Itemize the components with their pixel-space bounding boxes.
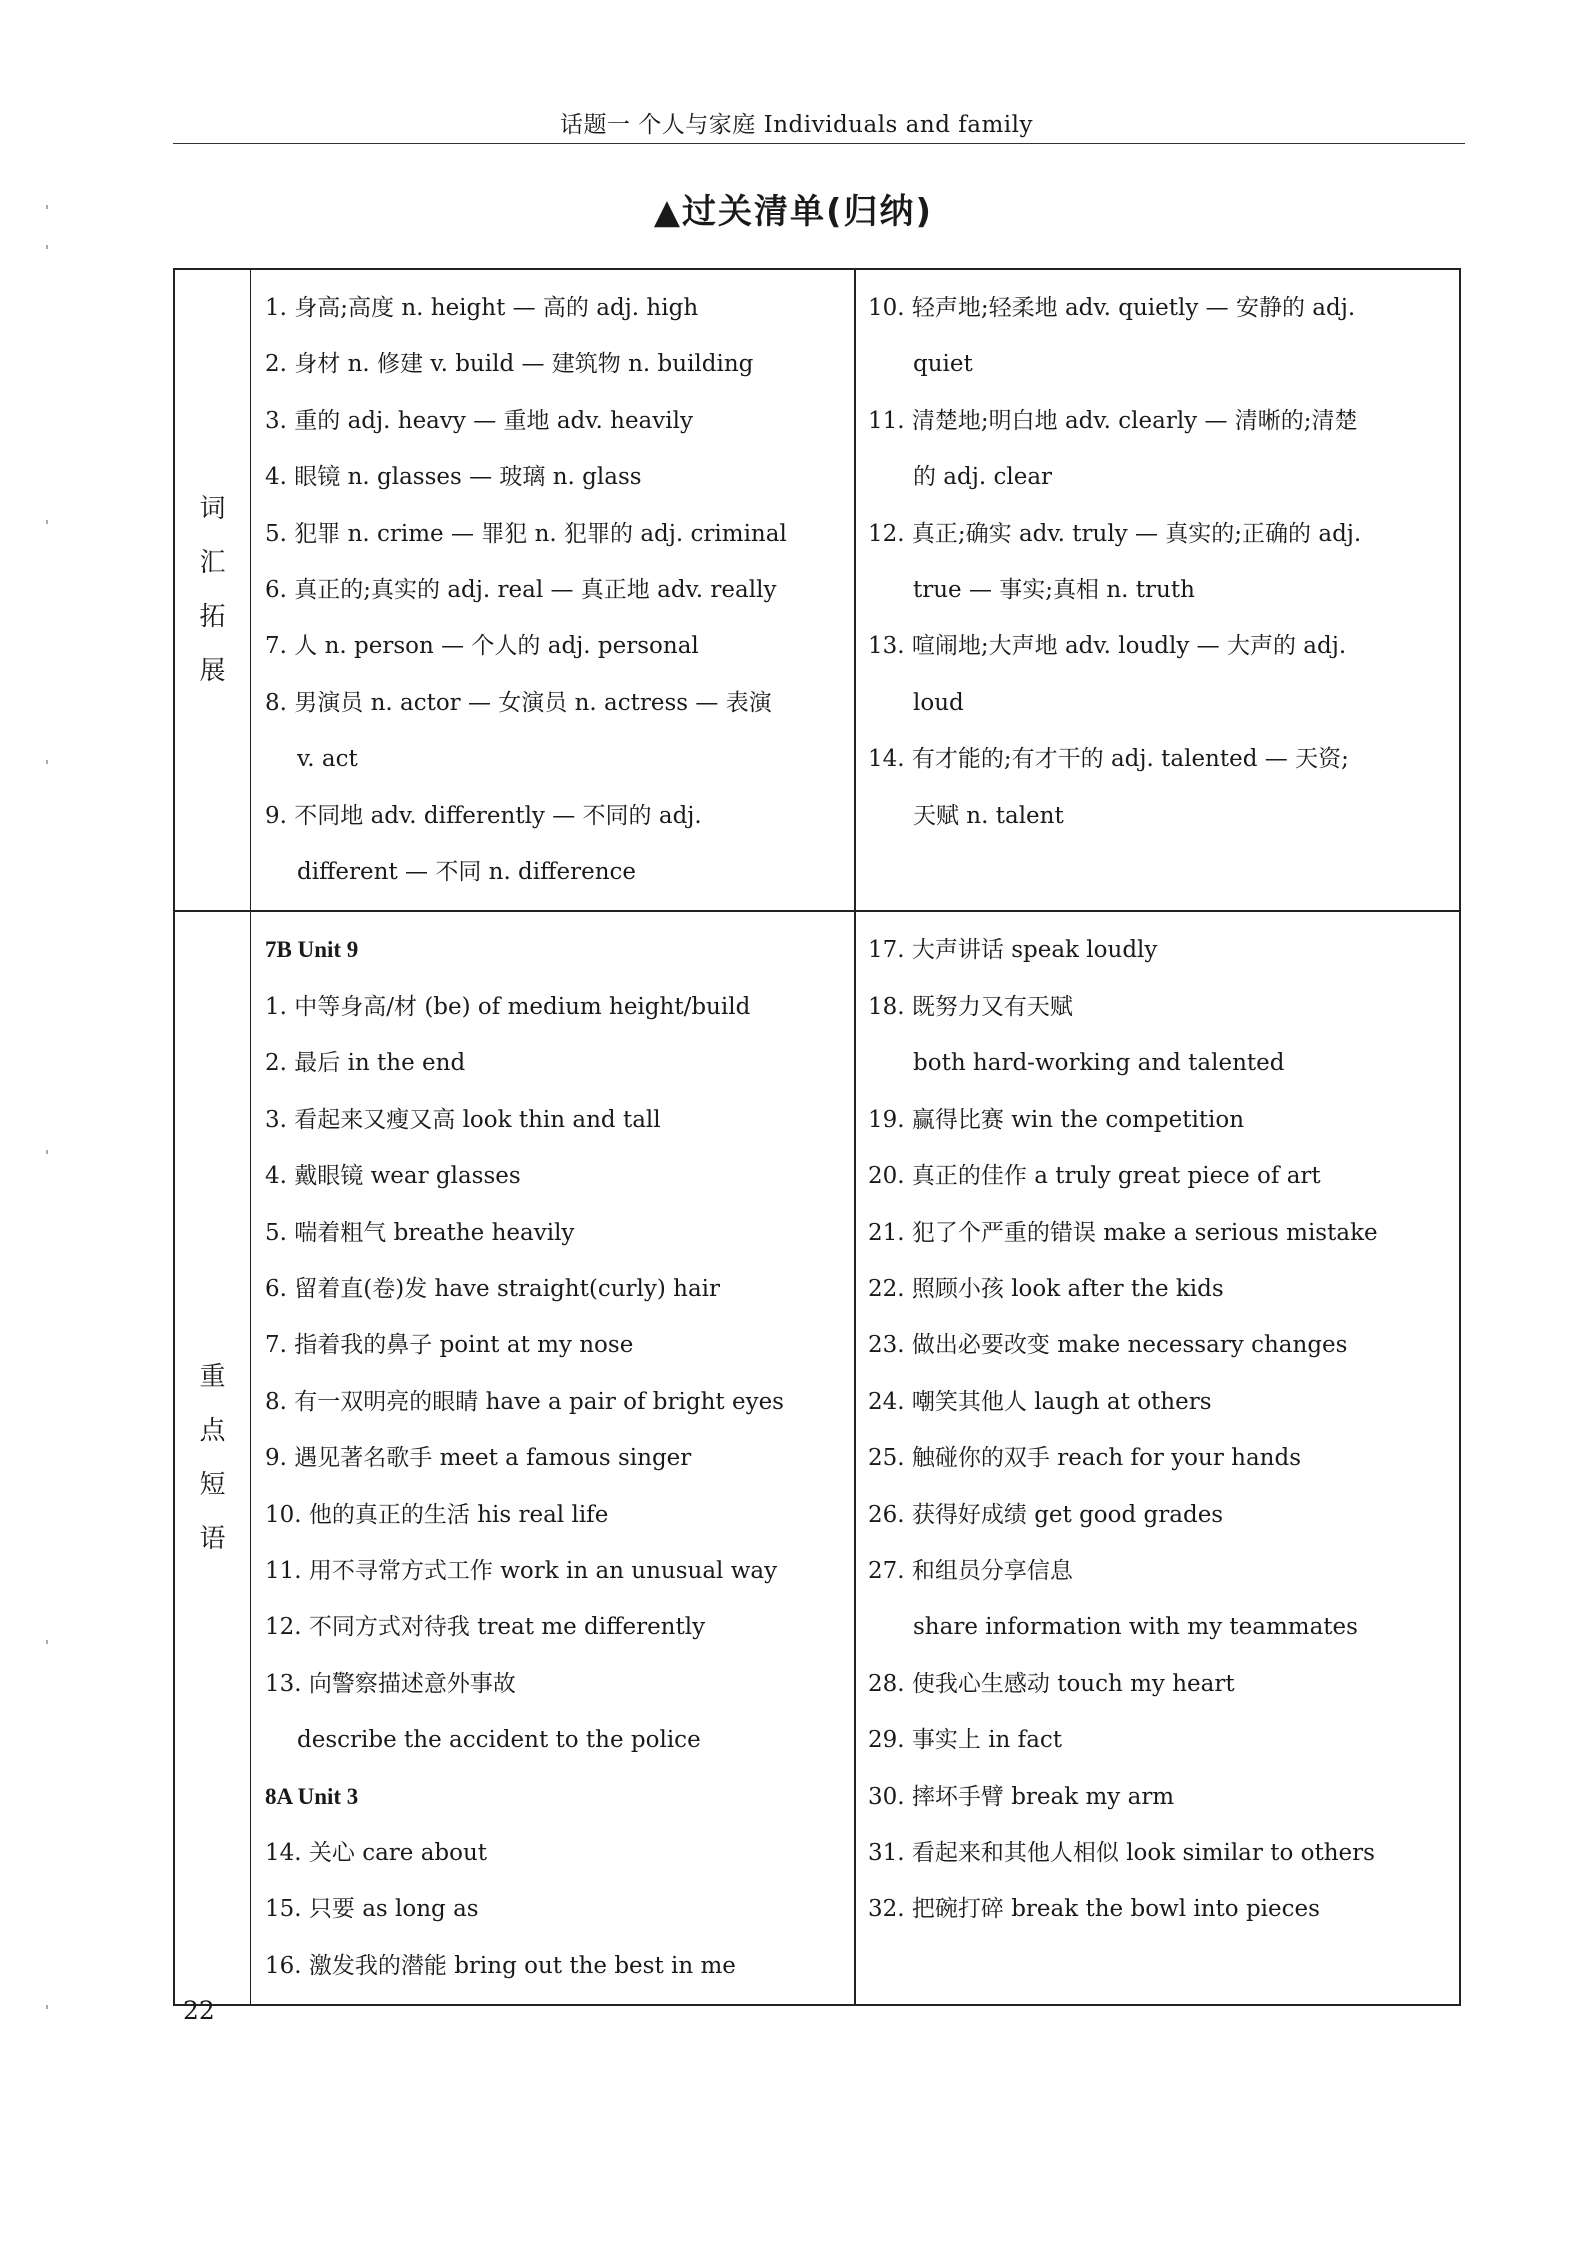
margin-mark [46, 2005, 48, 2009]
phrase-item: 18. 既努力又有天赋 [868, 993, 1073, 1020]
vocab-item: 7. 人 n. person — 个人的 adj. personal [265, 633, 699, 660]
vocab-item: 2. 身材 n. 修建 v. build — 建筑物 n. building [265, 351, 754, 378]
phrase-item-continuation: share information with my teammates [913, 1614, 1358, 1641]
phrase-item: 31. 看起来和其他人相似 look similar to others [868, 1839, 1375, 1866]
phrase-item: 23. 做出必要改变 make necessary changes [868, 1332, 1348, 1359]
phrase-item: 20. 真正的佳作 a truly great piece of art [868, 1163, 1321, 1190]
phrase-item: 29. 事实上 in fact [868, 1727, 1063, 1754]
phrase-item: 12. 不同方式对待我 treat me differently [265, 1614, 706, 1641]
label-char: 点 [199, 1416, 226, 1447]
phrase-item-continuation: both hard-working and talented [913, 1050, 1285, 1077]
vocab-item-continuation: loud [913, 689, 964, 716]
phrase-item: 19. 赢得比赛 win the competition [868, 1106, 1245, 1133]
phrase-item-continuation: describe the accident to the police [297, 1727, 701, 1754]
vocab-item: 10. 轻声地;轻柔地 adv. quietly — 安静的 adj. [868, 295, 1356, 321]
vocab-item-continuation: 天赋 n. talent [913, 802, 1064, 829]
phrase-item: 9. 遇见著名歌手 meet a famous singer [265, 1445, 692, 1472]
running-header-title: 话题一 个人与家庭 Individuals and family [560, 112, 1033, 138]
phrases-section-label [175, 912, 251, 2004]
vocab-item: 6. 真正的;真实的 adj. real — 真正地 adv. really [265, 577, 777, 604]
unit-heading: 7B Unit 9 [265, 937, 359, 963]
margin-mark [46, 520, 48, 524]
vocab-left-column [251, 270, 856, 910]
vocab-item-continuation: quiet [913, 351, 973, 378]
phrase-item: 3. 看起来又瘦又高 look thin and tall [265, 1106, 661, 1133]
phrases-right-column [856, 912, 1459, 2004]
phrase-item: 14. 关心 care about [265, 1839, 488, 1866]
phrase-item: 28. 使我心生感动 touch my heart [868, 1670, 1235, 1697]
label-char: 拓 [199, 602, 226, 633]
phrase-item: 30. 摔坏手臂 break my arm [868, 1783, 1175, 1810]
vocab-right-column [856, 270, 1459, 910]
phrase-item: 1. 中等身高/材 (be) of medium height/build [265, 993, 751, 1020]
margin-mark [46, 245, 48, 249]
vocab-item: 8. 男演员 n. actor — 女演员 n. actress — 表演 [265, 689, 772, 716]
vocab-item: 13. 喧闹地;大声地 adv. loudly — 大声的 adj. [868, 633, 1347, 660]
vocab-item-continuation: different — 不同 n. difference [297, 859, 637, 886]
label-char: 汇 [199, 548, 226, 579]
phrase-item: 5. 喘着粗气 breathe heavily [265, 1219, 575, 1246]
vocab-item: 12. 真正;确实 adv. truly — 真实的;正确的 adj. [868, 520, 1362, 547]
label-char: 重 [199, 1362, 226, 1393]
vocab-item: 3. 重的 adj. heavy — 重地 adv. heavily [265, 407, 693, 434]
phrase-item: 6. 留着直(卷)发 have straight(curly) hair [265, 1275, 721, 1302]
unit-heading: 8A Unit 3 [265, 1783, 359, 1809]
phrase-item: 15. 只要 as long as [265, 1896, 479, 1923]
phrase-item: 25. 触碰你的双手 reach for your hands [868, 1445, 1302, 1472]
phrase-item: 10. 他的真正的生活 his real life [265, 1501, 609, 1528]
label-char: 词 [199, 494, 226, 525]
phrase-item: 7. 指着我的鼻子 point at my nose [265, 1332, 634, 1359]
margin-mark [46, 760, 48, 764]
phrase-item: 2. 最后 in the end [265, 1050, 466, 1077]
vocab-item: 11. 清楚地;明白地 adv. clearly — 清晰的;清楚 [868, 407, 1358, 434]
phrase-item: 16. 激发我的潜能 bring out the best in me [265, 1952, 736, 1979]
phrase-item: 4. 戴眼镜 wear glasses [265, 1163, 521, 1190]
margin-mark [46, 1150, 48, 1154]
phrase-item: 17. 大声讲话 speak loudly [868, 937, 1158, 964]
header-divider [173, 143, 1465, 144]
vocab-item-continuation: true — 事实;真相 n. truth [913, 577, 1195, 604]
label-char: 语 [199, 1524, 226, 1555]
label-char: 展 [199, 656, 226, 687]
phrase-item: 13. 向警察描述意外事故 [265, 1670, 516, 1697]
phrase-item: 32. 把碗打碎 break the bowl into pieces [868, 1896, 1320, 1923]
phrase-item: 27. 和组员分享信息 [868, 1557, 1073, 1584]
phrase-item: 22. 照顾小孩 look after the kids [868, 1275, 1224, 1302]
phrase-item: 11. 用不寻常方式工作 work in an unusual way [265, 1557, 778, 1584]
phrases-section [175, 910, 1459, 2004]
vocab-section [175, 270, 1459, 910]
phrase-item: 8. 有一双明亮的眼睛 have a pair of bright eyes [265, 1388, 784, 1415]
page-number: 22 [183, 1996, 215, 2025]
summary-table [173, 268, 1461, 2006]
phrase-item: 24. 嘲笑其他人 laugh at others [868, 1388, 1212, 1415]
page-title: ▲过关清单(归纳) [653, 192, 934, 232]
vocab-item-continuation: v. act [297, 746, 358, 773]
margin-mark [46, 205, 48, 209]
phrase-item: 21. 犯了个严重的错误 make a serious mistake [868, 1219, 1378, 1246]
vocab-item: 5. 犯罪 n. crime — 罪犯 n. 犯罪的 adj. criminal [265, 520, 787, 547]
margin-mark [46, 1640, 48, 1644]
label-char: 短 [199, 1470, 226, 1501]
vocab-item: 9. 不同地 adv. differently — 不同的 adj. [265, 802, 702, 829]
phrase-item: 26. 获得好成绩 get good grades [868, 1501, 1224, 1528]
phrases-left-column [251, 912, 856, 2004]
vocab-item: 14. 有才能的;有才干的 adj. talented — 天资; [868, 746, 1349, 773]
vocab-item-continuation: 的 adj. clear [913, 464, 1053, 491]
vocab-item: 4. 眼镜 n. glasses — 玻璃 n. glass [265, 464, 642, 491]
vocab-section-label [175, 270, 251, 910]
vocab-item: 1. 身高;高度 n. height — 高的 adj. high [265, 295, 699, 321]
